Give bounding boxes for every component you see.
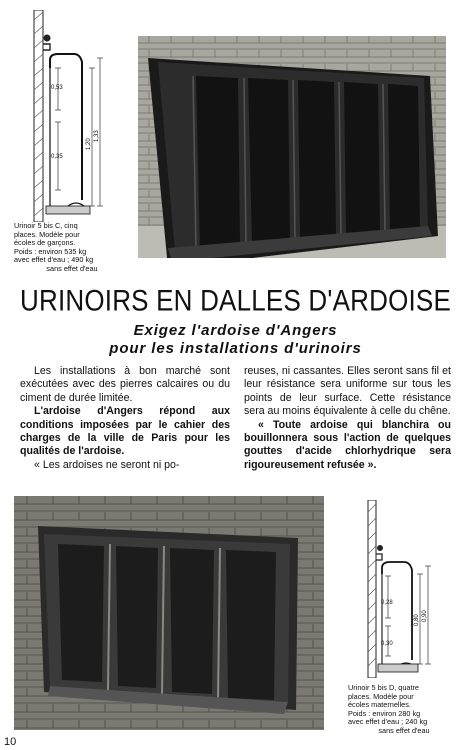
paragraph-bold [20, 405, 230, 459]
page-headline: URINOIRS EN DALLES D'ARDOISE [20, 282, 451, 318]
body-column-right [244, 365, 451, 472]
paragraph: Les installations à bon marché sont exécutées avec des pierres calcaires ou du ciment de durée limitée. [20, 365, 230, 404]
paragraph-bold [244, 419, 451, 473]
caption-line: Poids : environ 535 kg [14, 246, 87, 256]
caption-line: écoles maternelles. [348, 700, 411, 710]
urinal-5bisd-photo [14, 496, 324, 730]
dim-lower-label: 0,30 [381, 641, 393, 647]
paragraph: reuses, ni cassantes. Elles seront sans fil et leur résistance sera uniforme sur tous les points de leur surface. Cette résistance sera au moins équivalente à celle du chêne. [244, 365, 451, 418]
caption-line: Urinoir 5 bis D, quatre [348, 683, 419, 692]
caption-line: Poids : environ 280 kg [348, 708, 421, 718]
subhead-line-2: pour les installations d'urinoirs [109, 340, 362, 357]
dim-upper-label: 0,28 [381, 600, 393, 606]
bold-text: L'ardoise d'Angers répond aux conditions imposées par le cahier des charges de la ville de Paris pour les qualités de l'ardoise. [20, 405, 230, 458]
dim-total-a-label: 0,80 [414, 614, 420, 626]
urinal-5bisc-section-diagram [28, 10, 123, 222]
bold-text: « Toute ardoise qui blanchira ou bouillonnera sous l'action de quelques gouttes d'acide chlorhydrique sera rigoureusement refusée ». [244, 418, 451, 471]
dim-total-b-label: 1,33 [94, 130, 100, 142]
caption-line: places. Modèle pour [348, 691, 414, 701]
subhead-line-1: Exigez l'ardoise d'Angers [133, 322, 338, 339]
dim-total-b-label: 0,90 [422, 610, 428, 622]
caption-line: sans effet d'eau [378, 725, 430, 735]
caption-line: avec effet d'eau ; 490 kg [14, 255, 94, 265]
caption-line: écoles de garçons. [14, 238, 76, 248]
caption-urinal-5bisc [14, 222, 130, 274]
caption-line: Urinoir 5 bis C, cinq [14, 221, 78, 230]
paragraph: « Les ardoises ne seront ni po- [34, 458, 180, 471]
caption-urinal-5bisd [348, 684, 460, 736]
caption-line: places. Modèle pour [14, 229, 80, 239]
page-number: 10 [4, 736, 17, 748]
urinal-5bisd-section-diagram [364, 500, 446, 678]
caption-line: avec effet d'eau ; 240 kg [348, 717, 428, 727]
dim-lower-label: 0,35 [51, 154, 63, 160]
dim-upper-label: 0,53 [51, 85, 63, 91]
caption-line: sans effet d'eau [46, 263, 98, 273]
urinal-5bisc-photo [138, 36, 446, 258]
body-column-left [20, 365, 230, 472]
dim-total-a-label: 1,20 [86, 138, 92, 150]
